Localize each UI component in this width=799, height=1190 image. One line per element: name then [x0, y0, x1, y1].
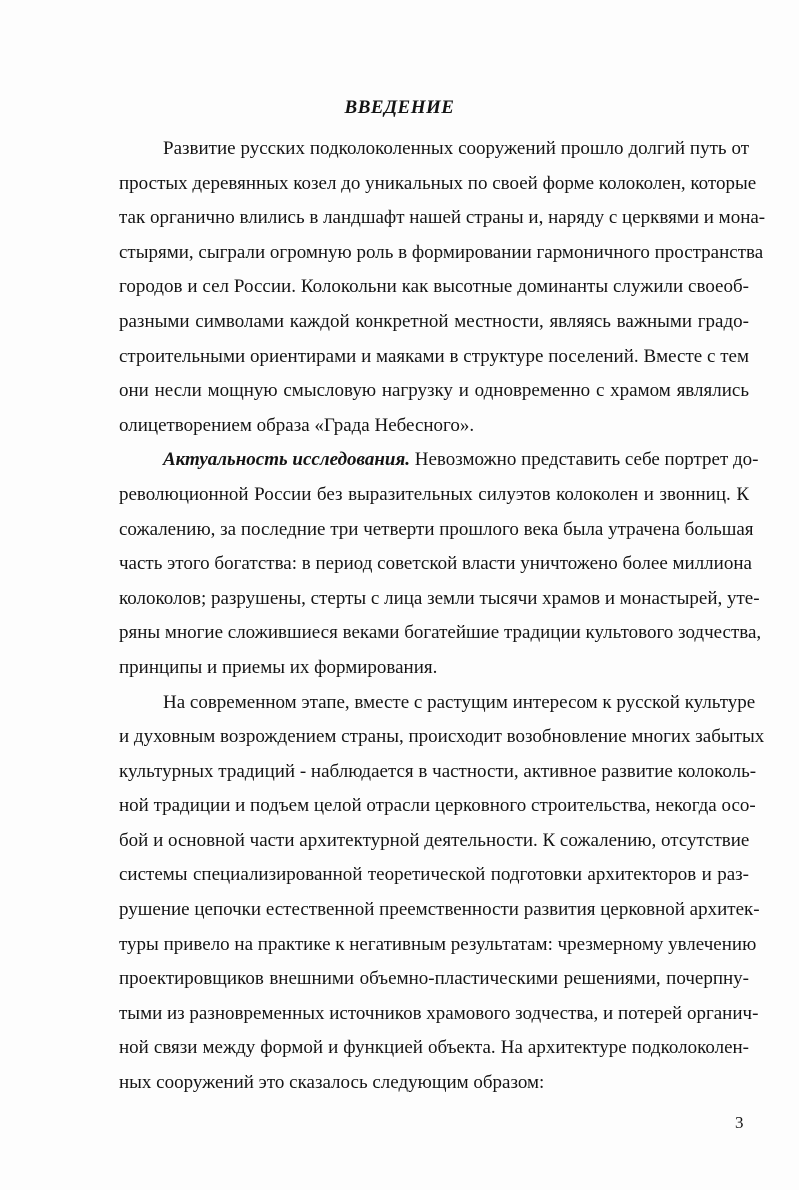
text-line: стырями, сыграли огромную роль в формировании гармоничного пространства — [119, 241, 764, 263]
text-line: они несли мощную смысловую нагрузку и одновременно с храмом являлись — [119, 380, 749, 402]
section-lead: Актуальность исследования. — [163, 449, 410, 471]
text-line: На современном этапе, вместе с растущим интересом к русской культуре — [163, 691, 756, 713]
body-text — [119, 132, 766, 1101]
text-line: простых деревянных козел до уникальных по своей форме колоколен, которые — [119, 172, 757, 194]
text-line: бой и основной части архитектурной деятельности. К сожалению, отсутствие — [119, 829, 750, 851]
text-line: тыми из разновременных источников храмового зодчества, и потерей органич- — [119, 1002, 759, 1024]
text-line: системы специализированной теоретической подготовки архитекторов и раз- — [119, 864, 749, 886]
text-line: разными символами каждой конкретной местности, являясь важными градо- — [119, 310, 749, 332]
text-line: ной традиции и подъем целой отрасли церковного строительства, некогда осо- — [119, 795, 756, 817]
page-title: ВВЕДЕНИЕ — [344, 97, 455, 118]
text-fragment: Невозможно представить себе портрет до- — [410, 449, 759, 471]
text-line: ной связи между формой и функцией объекта. На архитектуре подколоколен- — [119, 1037, 749, 1059]
text-line: культурных традиций - наблюдается в частности, активное развитие колоколь- — [119, 760, 757, 782]
text-line: и духовным возрождением страны, происходит возобновление многих забытых — [119, 726, 765, 748]
text-line: проектировщиков внешними объемно-пластическими решениями, почерпну- — [119, 968, 749, 990]
text-line: олицетворением образа «Града Небесного». — [119, 414, 475, 436]
text-line: так органично влились в ландшафт нашей страны и, наряду с церквями и мона- — [119, 207, 766, 229]
text-line: принципы и приемы их формирования. — [119, 656, 438, 678]
text-line: колоколов; разрушены, стерты с лица земли тысячи храмов и монастырей, уте- — [119, 587, 760, 609]
text-line: сожалению, за последние три четверти прошлого века была утрачена большая — [119, 518, 754, 540]
text-line: туры привело на практике к негативным результатам: чрезмерному увлечению — [119, 933, 757, 955]
text-line: ряны многие сложившиеся веками богатейшие традиции культового зодчества, — [119, 622, 762, 644]
text-line: городов и сел России. Колокольни как высотные доминанты служили своеоб- — [119, 276, 749, 298]
text-line: часть этого богатства: в период советской власти уничтожено более миллиона — [119, 553, 752, 575]
text-line: ных сооружений это сказалось следующим образом: — [119, 1072, 545, 1094]
text-line: строительными ориентирами и маяками в структуре поселений. Вместе с тем — [119, 345, 749, 367]
text-line: Развитие русских подколоколенных сооружений прошло долгий путь от — [163, 138, 749, 159]
page-number: 3 — [735, 1113, 744, 1132]
text-line: рушение цепочки естественной преемственности развития церковной архитек- — [119, 899, 760, 921]
text-line: революционной России без выразительных силуэтов колоколен и звонниц. К — [119, 483, 749, 505]
text-line — [119, 443, 759, 478]
